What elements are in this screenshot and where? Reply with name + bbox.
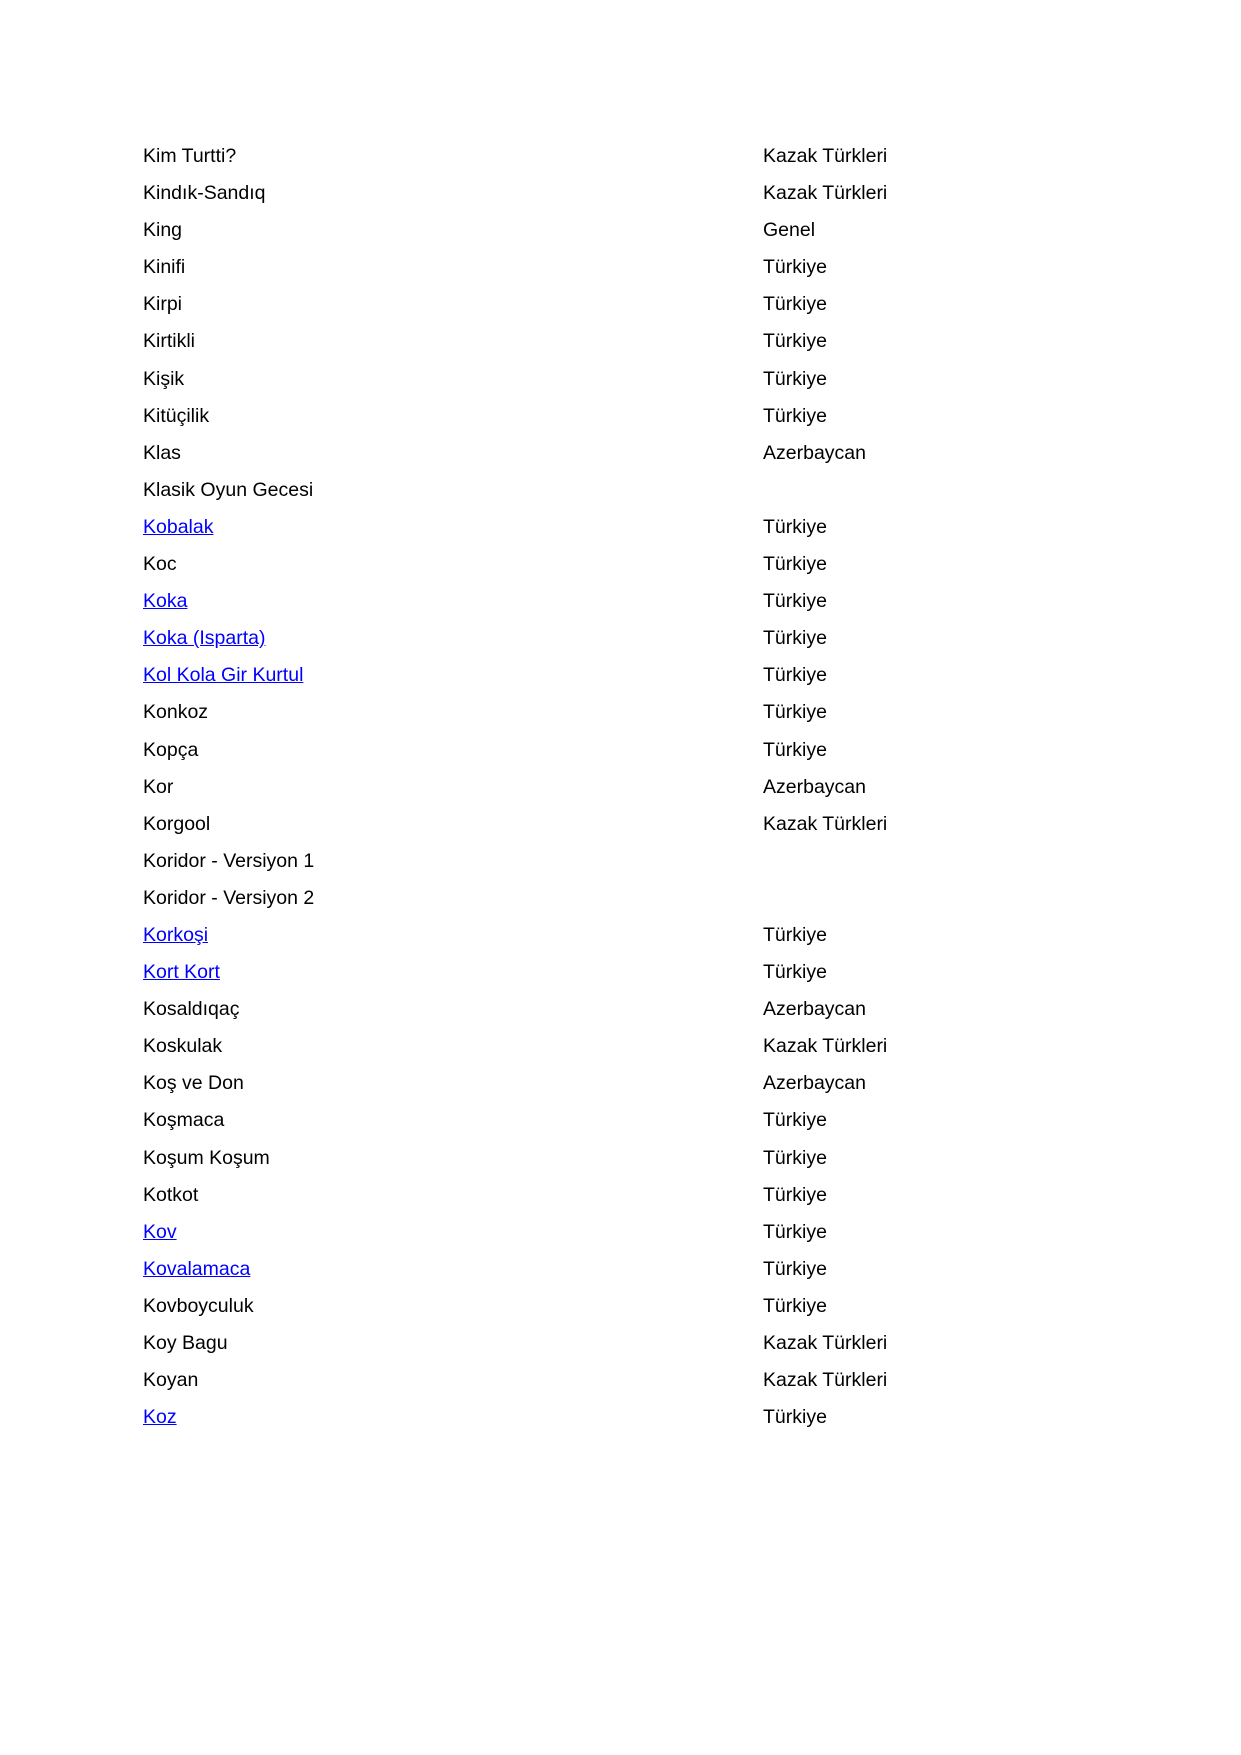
game-row bbox=[0, 699, 1241, 736]
game-row bbox=[0, 737, 1241, 774]
game-name-cell: Konkoz bbox=[143, 701, 209, 724]
game-name-cell: Koş ve Don bbox=[143, 1072, 244, 1095]
game-name-cell bbox=[143, 1404, 177, 1430]
game-name-cell: Kim Turtti? bbox=[143, 145, 237, 167]
game-region: Azerbaycan bbox=[763, 998, 866, 1021]
game-row bbox=[0, 848, 1241, 885]
game-region: Türkiye bbox=[763, 1294, 827, 1317]
game-name-cell bbox=[143, 625, 265, 651]
game-region: Türkiye bbox=[763, 293, 827, 316]
game-name-cell: Koc bbox=[143, 553, 177, 576]
game-row bbox=[0, 996, 1241, 1033]
game-name-cell: Koskulak bbox=[143, 1035, 223, 1058]
game-link[interactable]: Koz bbox=[143, 1406, 177, 1429]
game-name-cell: Koy Bagu bbox=[143, 1332, 228, 1354]
games-list bbox=[0, 143, 1241, 1441]
game-row bbox=[0, 440, 1241, 477]
game-region: Türkiye bbox=[763, 664, 827, 687]
game-name-cell: Koşum Koşum bbox=[143, 1146, 270, 1169]
game-region: Türkiye bbox=[763, 701, 827, 724]
game-name-cell: Kor bbox=[143, 775, 174, 798]
game-name-cell: Klas bbox=[143, 441, 181, 464]
game-name-cell: Kopça bbox=[143, 738, 199, 761]
game-row bbox=[0, 180, 1241, 217]
game-row bbox=[0, 774, 1241, 811]
game-row bbox=[0, 1145, 1241, 1182]
game-region: Türkiye bbox=[763, 515, 827, 538]
game-name-cell: King bbox=[143, 219, 183, 242]
game-link[interactable]: Korkoşi bbox=[143, 923, 209, 946]
game-region: Türkiye bbox=[763, 590, 827, 613]
game-name-cell: Koyan bbox=[143, 1369, 199, 1392]
game-row bbox=[0, 217, 1241, 254]
game-name-cell: Kovboyculuk bbox=[143, 1294, 254, 1317]
game-region: Türkiye bbox=[763, 330, 827, 353]
game-row bbox=[0, 625, 1241, 662]
game-row bbox=[0, 328, 1241, 365]
game-row bbox=[0, 662, 1241, 699]
game-row bbox=[0, 1330, 1241, 1367]
game-row bbox=[0, 254, 1241, 291]
game-region: Türkiye bbox=[763, 1220, 827, 1243]
game-region: Kazak Türkleri bbox=[763, 1035, 888, 1058]
game-row bbox=[0, 366, 1241, 403]
game-name-cell: Kitüçilik bbox=[143, 404, 210, 427]
game-region: Azerbaycan bbox=[763, 1072, 866, 1095]
game-name-cell: Koşmaca bbox=[143, 1109, 225, 1132]
game-name-cell: Kindık-Sandıq bbox=[143, 182, 266, 205]
game-name-cell: Kirpi bbox=[143, 293, 183, 316]
game-link[interactable]: Kov bbox=[143, 1220, 177, 1243]
game-region: Kazak Türkleri bbox=[763, 812, 888, 835]
game-name-cell: Kirtikli bbox=[143, 330, 195, 353]
game-name-cell bbox=[143, 1219, 177, 1245]
game-row bbox=[0, 403, 1241, 440]
game-name-cell: Koridor - Versiyon 1 bbox=[143, 849, 315, 872]
game-row bbox=[0, 588, 1241, 625]
game-region: Türkiye bbox=[763, 256, 827, 279]
game-region: Kazak Türkleri bbox=[763, 145, 888, 167]
game-region: Türkiye bbox=[763, 1183, 827, 1206]
game-name-cell: Kinifi bbox=[143, 256, 186, 279]
game-row bbox=[0, 291, 1241, 328]
game-row bbox=[0, 959, 1241, 996]
game-row bbox=[0, 143, 1241, 180]
game-region: Azerbaycan bbox=[763, 775, 866, 798]
game-region: Türkiye bbox=[763, 923, 827, 946]
game-link[interactable]: Kobalak bbox=[143, 515, 214, 538]
game-row bbox=[0, 1219, 1241, 1256]
game-region: Türkiye bbox=[763, 404, 827, 427]
game-row bbox=[0, 477, 1241, 514]
game-region: Kazak Türkleri bbox=[763, 182, 888, 205]
game-row bbox=[0, 1107, 1241, 1144]
game-link[interactable]: Kol Kola Gir Kurtul bbox=[143, 664, 304, 687]
game-name-cell bbox=[143, 1256, 250, 1282]
game-row bbox=[0, 514, 1241, 551]
game-region: Türkiye bbox=[763, 1146, 827, 1169]
game-row bbox=[0, 551, 1241, 588]
game-name-cell: Kotkot bbox=[143, 1183, 199, 1206]
game-region: Türkiye bbox=[763, 1257, 827, 1280]
game-name-cell bbox=[143, 588, 187, 614]
game-name-cell bbox=[143, 959, 220, 985]
game-name-cell: Kosaldıqaç bbox=[143, 998, 240, 1021]
game-region: Genel bbox=[763, 219, 816, 242]
game-name-cell: Korgool bbox=[143, 812, 211, 835]
game-name-cell: Koridor - Versiyon 2 bbox=[143, 886, 315, 909]
game-row bbox=[0, 1070, 1241, 1107]
game-region: Türkiye bbox=[763, 1406, 827, 1429]
game-region: Kazak Türkleri bbox=[763, 1332, 888, 1354]
game-link[interactable]: Kovalamaca bbox=[143, 1257, 251, 1280]
game-region: Türkiye bbox=[763, 553, 827, 576]
game-row bbox=[0, 1256, 1241, 1293]
game-name-cell: Kişik bbox=[143, 367, 185, 390]
game-link[interactable]: Kort Kort bbox=[143, 961, 220, 984]
game-row bbox=[0, 1367, 1241, 1404]
game-row bbox=[0, 1293, 1241, 1330]
game-region: Kazak Türkleri bbox=[763, 1369, 888, 1392]
game-row bbox=[0, 1182, 1241, 1219]
game-name-cell bbox=[143, 922, 208, 948]
game-row bbox=[0, 1404, 1241, 1441]
game-link[interactable]: Koka bbox=[143, 590, 188, 613]
game-region: Türkiye bbox=[763, 961, 827, 984]
game-region: Türkiye bbox=[763, 627, 827, 650]
game-row bbox=[0, 885, 1241, 922]
game-region: Türkiye bbox=[763, 1109, 827, 1132]
game-row bbox=[0, 922, 1241, 959]
game-row bbox=[0, 1033, 1241, 1070]
game-name-cell bbox=[143, 662, 303, 688]
game-region: Türkiye bbox=[763, 738, 827, 761]
game-link[interactable]: Koka (Isparta) bbox=[143, 627, 266, 650]
game-name-cell: Klasik Oyun Gecesi bbox=[143, 478, 314, 501]
game-region: Azerbaycan bbox=[763, 441, 866, 464]
game-name-cell bbox=[143, 514, 213, 540]
game-row bbox=[0, 811, 1241, 848]
game-region: Türkiye bbox=[763, 367, 827, 390]
